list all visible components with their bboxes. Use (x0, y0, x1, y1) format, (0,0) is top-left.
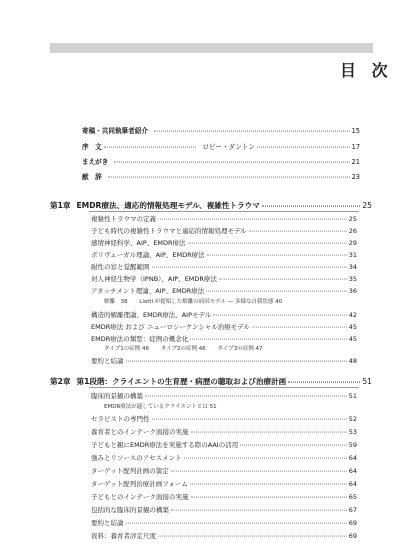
leader-dots (190, 339, 346, 340)
toc-subsection[interactable]: 解離 38 (104, 299, 128, 305)
toc-section-page: 67 (348, 506, 357, 514)
toc-section-label: 耐性の窓と覚醒範囲 (91, 263, 150, 271)
toc-section-row[interactable] (91, 531, 357, 540)
leader-dots (126, 523, 347, 524)
chapter-divider (89, 387, 359, 388)
toc-section-label: 複雑性トラウマの定義 (91, 215, 156, 223)
toc-section-page: 36 (348, 287, 357, 295)
leader-dots (262, 206, 360, 207)
toc-entry-label: 寄稿・共同執筆者紹介 (82, 127, 148, 135)
chapter-title: EMDR療法、適応的情報処理モデル、複雑性トラウマ (76, 201, 260, 210)
toc-section-row[interactable] (91, 334, 357, 343)
toc-subsection[interactable]: タイプ3の症例 47 (217, 346, 263, 352)
toc-subsection[interactable]: タイプ2の症例 46 (160, 346, 206, 352)
toc-section-page: 34 (348, 263, 357, 271)
toc-entry-dedication[interactable] (82, 171, 360, 181)
toc-section-page: 64 (348, 480, 357, 488)
leader-dots (184, 458, 347, 459)
leader-dots (158, 536, 347, 537)
toc-section-row[interactable] (91, 479, 357, 488)
toc-section-label: 臨床的景観の構築 (91, 392, 143, 400)
toc-section-page: 65 (348, 493, 357, 501)
toc-section-label: セラピストの専門性 (91, 415, 150, 423)
toc-section-page: 69 (348, 519, 357, 527)
toc-entry-page: 15 (351, 127, 360, 135)
leader-dots (219, 279, 347, 280)
toc-entry-foreword[interactable] (82, 141, 360, 151)
leader-dots (249, 231, 347, 232)
toc-section-page: 35 (348, 275, 357, 283)
toc-subsection[interactable]: Liotti が提唱した解離の病因モデル ― 多様な自我状態 40 (139, 299, 283, 305)
toc-section-label: 子どもとのインテーク面接の実施 (91, 493, 189, 501)
toc-section-page: 26 (348, 227, 357, 235)
leader-dots (152, 267, 347, 268)
toc-section-label: 子どもと親にEMDR療法を実施する際のAAIの活用 (91, 441, 239, 449)
toc-section-label: 子ども時代の複雑性トラウマと適応的情報処理モデル (91, 227, 247, 235)
toc-section-label: 対人神経生物学（IPNB）、AIP、EMDR療法 (91, 275, 217, 283)
toc-entry-label: 序 文 (82, 143, 102, 151)
toc-section-row[interactable] (91, 391, 357, 400)
toc-section-label: ターゲット配列治療計画フォーム (91, 480, 188, 488)
chapter-divider (89, 211, 359, 212)
leader-dots (252, 327, 347, 328)
toc-section-row[interactable] (91, 466, 357, 475)
toc-section-page: 25 (348, 215, 357, 223)
leader-dots (114, 162, 349, 163)
toc-section-page: 29 (348, 239, 357, 247)
toc-section-row[interactable] (91, 310, 357, 319)
leader-dots (188, 243, 347, 244)
toc-entry-author: ロビー・ダントン (202, 143, 255, 151)
toc-entry-label: 献 辞 (82, 173, 102, 181)
leader-dots (191, 432, 347, 433)
chapter-number: 第2章 (50, 377, 71, 386)
toc-section-page: 52 (348, 415, 357, 423)
header-bar (50, 43, 373, 53)
toc-section-page: 69 (348, 532, 357, 540)
toc-section-label: ターゲット配列計画の策定 (91, 467, 169, 475)
toc-section-row[interactable] (91, 226, 357, 235)
leader-dots (158, 219, 347, 220)
toc-section-label: ポリヴェーガル理論、AIP、EMDR療法 (91, 251, 205, 259)
toc-entry-label: まえがき (82, 158, 109, 166)
toc-entry-contributors[interactable] (82, 125, 360, 135)
toc-section-row[interactable] (91, 262, 357, 271)
chapter-2-heading[interactable] (50, 376, 372, 387)
leader-dots (288, 382, 360, 383)
toc-section-label: 要約と結論 (91, 357, 124, 365)
toc-section-label: 資料：養育者評定尺度 (91, 532, 156, 540)
toc-entry-page: 23 (351, 173, 360, 181)
toc-entry-page: 17 (351, 143, 361, 151)
leader-dots (152, 419, 347, 420)
toc-section-row[interactable] (91, 453, 357, 462)
leader-dots (191, 497, 347, 498)
toc-section-label: 要約と結論 (91, 519, 124, 527)
toc-subsection[interactable]: タイプ1の症例 46 (104, 346, 149, 352)
toc-title: 目 次 (340, 61, 393, 80)
chapter-page: 25 (362, 201, 372, 210)
leader-dots (257, 147, 350, 148)
leader-dots (207, 255, 347, 256)
toc-section-row[interactable] (91, 274, 357, 283)
leader-dots (145, 396, 347, 397)
toc-section-page: 31 (348, 251, 357, 259)
toc-section-row[interactable] (91, 356, 357, 365)
toc-section-row[interactable] (91, 286, 357, 295)
toc-section-row[interactable] (91, 214, 357, 223)
leader-dots (154, 131, 350, 132)
toc-section-label: 感情神経科学、AIP、EMDR療法 (91, 239, 186, 247)
toc-section-row[interactable] (91, 250, 357, 259)
toc-subsection[interactable]: EMDR療法が適しているクライエントとは 51 (104, 404, 217, 410)
toc-section-row[interactable] (91, 518, 357, 527)
toc-subsection-line (104, 402, 227, 410)
chapter-page: 51 (362, 377, 372, 386)
toc-section-row[interactable] (91, 427, 357, 436)
toc-section-row[interactable] (91, 414, 357, 423)
leader-dots (171, 471, 347, 472)
toc-entry-page: 21 (351, 158, 360, 166)
toc-section-page: 51 (348, 392, 357, 400)
toc-subsection-line (104, 344, 272, 352)
toc-section-label: 強みとリソースのアセスメント (91, 454, 182, 462)
leader-dots (190, 484, 347, 485)
toc-section-row[interactable] (91, 440, 357, 449)
chapter-1-heading[interactable] (50, 200, 372, 211)
toc-section-label: 構造的解離理論、EMDR療法、AIPモデル (91, 311, 212, 319)
toc-section-label: EMDR療法の類型：症例の概念化 (91, 335, 189, 343)
leader-dots (126, 361, 347, 362)
toc-section-page: 45 (348, 323, 357, 331)
toc-section-row[interactable] (91, 492, 357, 501)
toc-section-page: 45 (348, 335, 357, 343)
toc-section-label: EMDR療法 および ニューロシーケンシャル治療モデル (91, 323, 250, 331)
toc-section-page: 64 (348, 454, 357, 462)
chapter-title: 第1段階：クライエントの生育歴・病歴の聴取および治療計画 (76, 377, 287, 386)
toc-section-page: 53 (348, 428, 357, 436)
toc-section-label: 養育者とのインテーク面接の実施 (91, 428, 189, 436)
toc-section-page: 64 (348, 467, 357, 475)
leader-dots (171, 510, 347, 511)
toc-section-page: 59 (348, 441, 357, 449)
toc-section-row[interactable] (91, 238, 357, 247)
toc-section-label: アタッチメント理論、AIP、EMDR療法 (91, 287, 205, 295)
toc-subsection-line (104, 297, 292, 305)
toc-entry-preface[interactable] (82, 156, 360, 166)
leader-dots (213, 315, 347, 316)
chapter-number: 第1章 (50, 201, 71, 210)
toc-section-page: 42 (348, 311, 357, 319)
leader-dots (206, 291, 346, 292)
leader-dots (104, 147, 197, 148)
leader-dots (108, 177, 350, 178)
toc-section-row[interactable] (91, 505, 357, 514)
leader-dots (240, 445, 346, 446)
toc-section-label: 包括的な臨床的景観の構築 (91, 506, 169, 514)
toc-section-page: 48 (348, 357, 357, 365)
toc-section-row[interactable] (91, 322, 357, 331)
